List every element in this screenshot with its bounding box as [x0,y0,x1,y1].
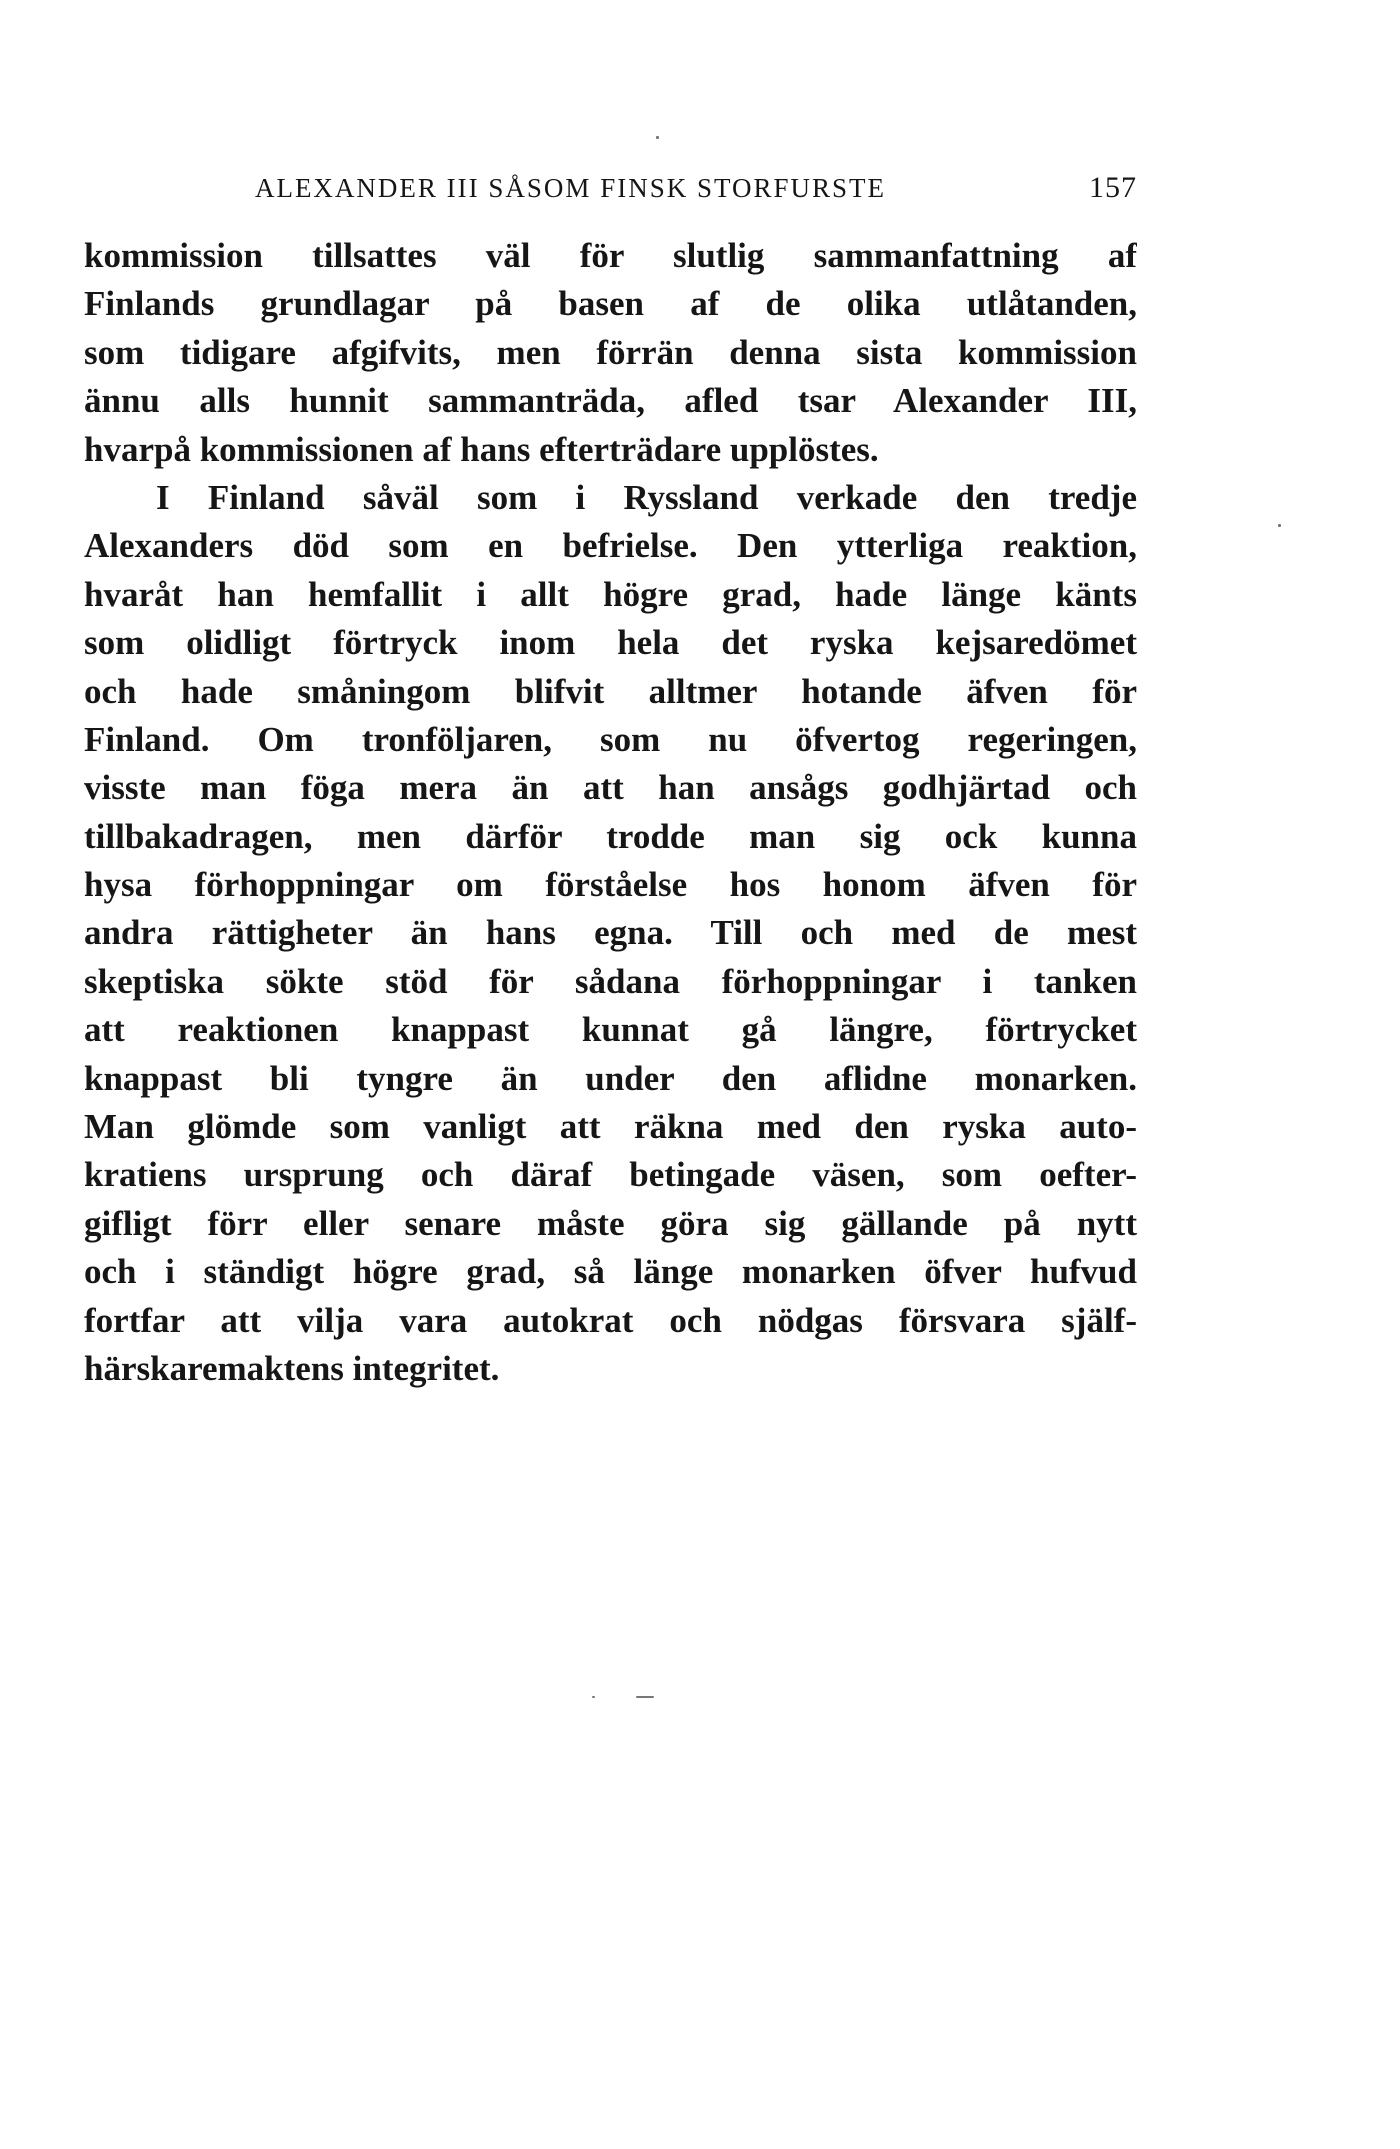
text-line: visste man föga mera än att han ansågs godhjärtad och [84,768,1137,808]
text-line: Man glömde som vanligt att räkna med den ryska auto- [84,1107,1137,1147]
text-line: tillbakadragen, men därför trodde man sig ock kunna [84,816,1137,856]
text-line: och i ständigt högre grad, så länge monarken öfver hufvud [84,1252,1137,1292]
text-line: Alexanders död som en befrielse. Den ytterliga reaktion, [84,526,1137,566]
running-title: ALEXANDER III SÅSOM FINSK STORFURSTE [254,173,887,203]
text-line: skeptiska sökte stöd för sådana förhoppningar i tanken [84,961,1137,1001]
text-line: Finlands grundlagar på basen af de olika utlåtanden, [84,284,1137,324]
text-line: fortfar att vilja vara autokrat och nödgas försvara själf- [84,1300,1137,1340]
text-line: kratiens ursprung och däraf betingade väsen, som oefter- [84,1155,1137,1195]
paragraph-last-line: hvarpå kommissionen af hans efterträdare upplöstes. [84,429,879,469]
text-line: knappast bli tyngre än under den aflidne monarken. [84,1058,1137,1098]
text-line: Finland. Om tronföljaren, som nu öfvertog regeringen, [84,719,1137,759]
text-line: kommission tillsattes väl för slutlig sammanfattning af [84,236,1137,275]
text-line: hysa förhoppningar om förståelse hos honom äfven för [84,865,1137,905]
text-line: gifligt förr eller senare måste göra sig gällande på nytt [84,1203,1137,1243]
text-line: att reaktionen knappast kunnat gå längre, förtrycket [84,1010,1137,1050]
paragraph-last-line: härskaremaktens integritet. [84,1348,500,1388]
text-line: som olidligt förtryck inom hela det ryska kejsaredömet [84,623,1137,663]
scan-speck [636,1696,654,1698]
text-line: hvaråt han hemfallit i allt högre grad, hade länge känts [84,574,1137,614]
text-line: ännu alls hunnit sammanträda, afled tsar Alexander III, [84,381,1137,421]
text-line: och hade småningom blifvit alltmer hotande äfven för [84,671,1137,711]
running-header [84,166,1137,210]
body-text [84,232,1137,1393]
page-number: 157 [1089,171,1137,204]
text-line: som tidigare afgifvits, men förrän denna sista kommission [84,332,1137,372]
text-line: andra rättigheter än hans egna. Till och med de mest [84,913,1137,953]
paragraph-first-line: I Finland såväl som i Ryssland verkade den tredje [156,477,1137,517]
scan-speck [656,136,659,139]
scan-speck [592,1696,595,1698]
scan-speck [1278,524,1281,527]
